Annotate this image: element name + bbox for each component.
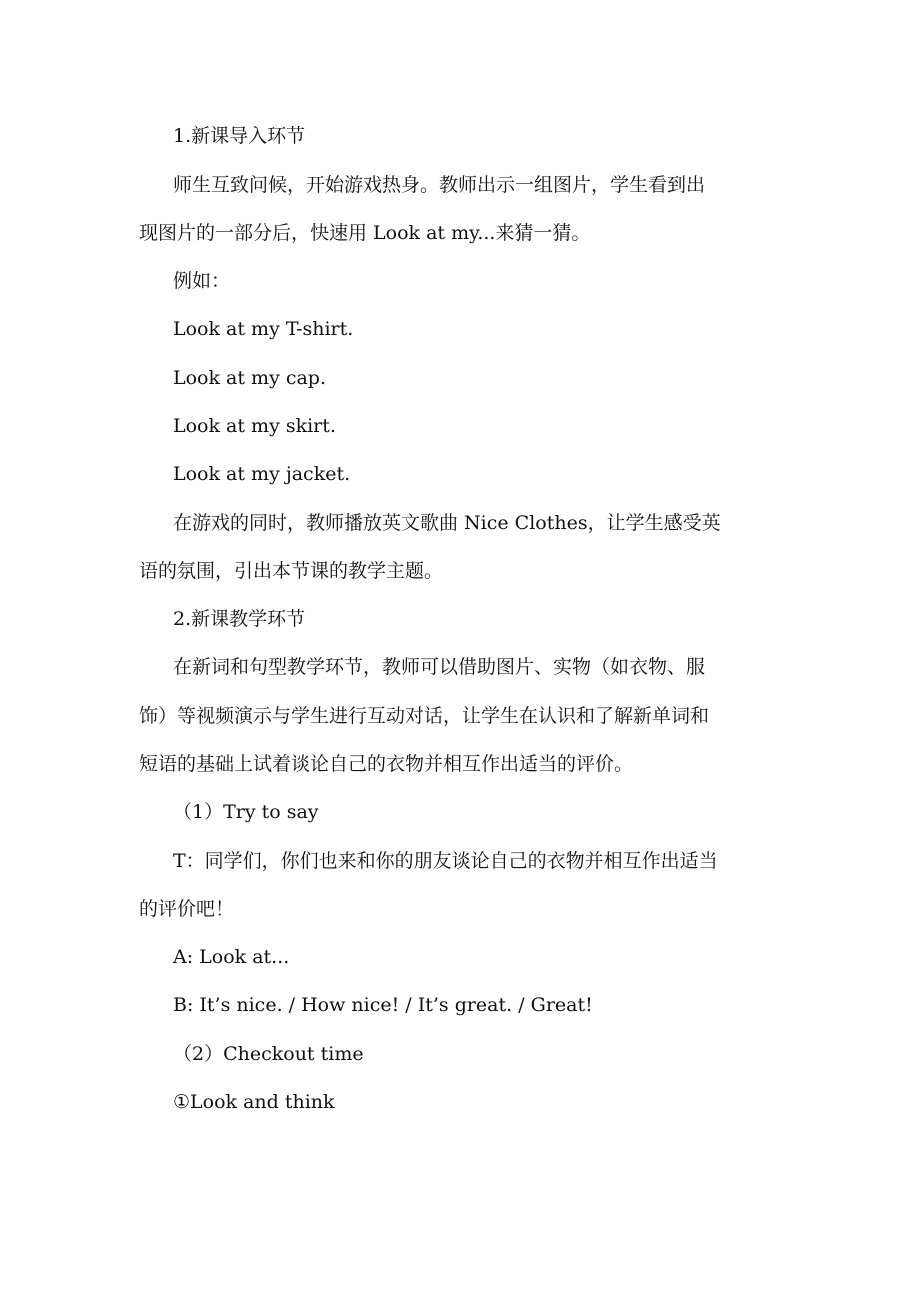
activity-item: ①Look and think (173, 1091, 335, 1113)
subsection-heading: （1）Try to say (173, 801, 319, 823)
paragraph-line: 师生互致问候，开始游戏热身。教师出示一组图片，学生看到出 (173, 174, 706, 196)
subsection-heading: （2）Checkout time (173, 1043, 364, 1065)
example-sentence: Look at my jacket. (173, 463, 351, 485)
paragraph-line: 在游戏的同时，教师播放英文歌曲 Nice Clothes，让学生感受英 (173, 512, 721, 534)
example-sentence: Look at my T-shirt. (173, 318, 354, 340)
paragraph-line: 语的氛围，引出本节课的教学主题。 (139, 560, 444, 582)
example-sentence: Look at my skirt. (173, 415, 336, 437)
paragraph-line: 在新词和句型教学环节，教师可以借助图片、实物（如衣物、服 (173, 656, 706, 678)
dialogue-line: 的评价吧！ (139, 898, 235, 920)
example-label: 例如： (173, 270, 231, 292)
section-heading-1: 1.新课导入环节 (173, 125, 306, 147)
section-heading-2: 2.新课教学环节 (173, 608, 306, 630)
paragraph-line: 短语的基础上试着谈论自己的衣物并相互作出适当的评价。 (139, 753, 634, 775)
example-sentence: Look at my cap. (173, 367, 327, 389)
paragraph-line: 现图片的一部分后，快速用 Look at my...来猜一猜。 (139, 222, 591, 244)
dialogue-line: T：同学们，你们也来和你的朋友谈论自己的衣物并相互作出适当 (173, 850, 718, 872)
paragraph-line: 饰）等视频演示与学生进行互动对话，让学生在认识和了解新单词和 (139, 705, 710, 727)
dialogue-line: B: It’s nice. / How nice! / It’s great. / Great! (173, 994, 593, 1016)
dialogue-line: A: Look at... (173, 946, 290, 968)
